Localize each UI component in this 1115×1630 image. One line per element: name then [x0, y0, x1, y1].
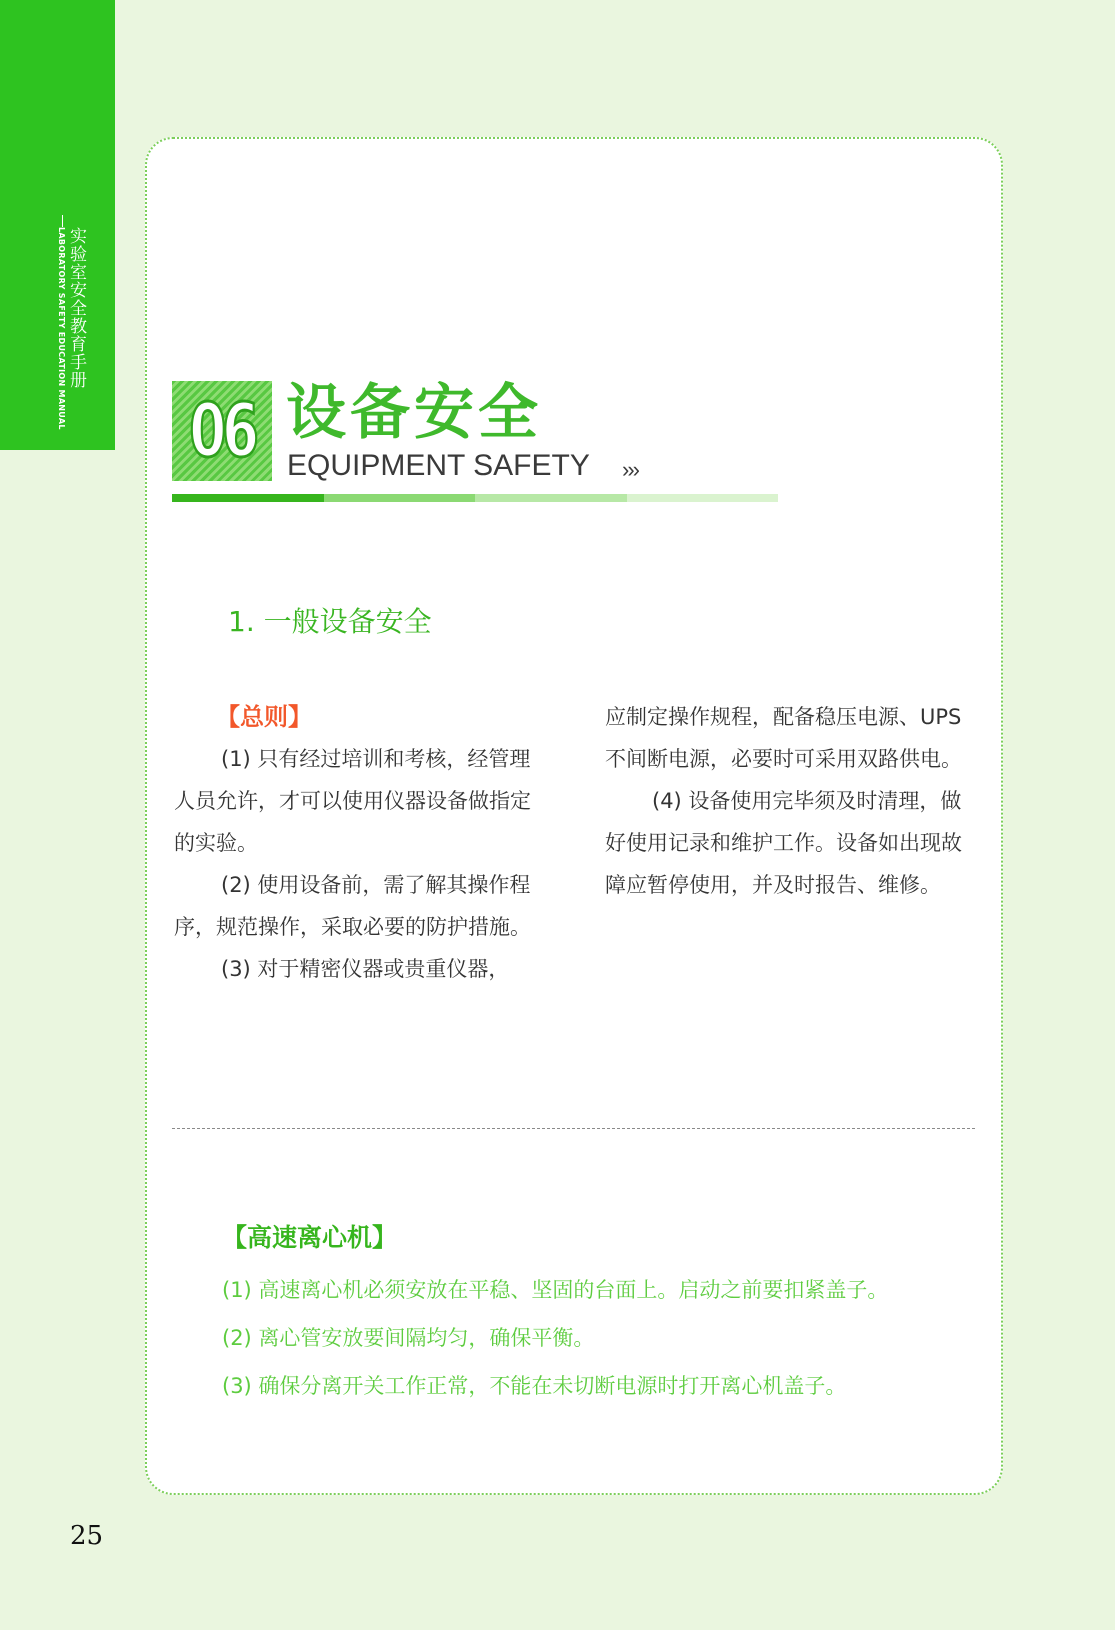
general-rule-paragraph: (4) 设备使用完毕须及时清理，做好使用记录和维护工作。设备如出现故障应暂停使用，并及时报告、维修。: [605, 789, 962, 897]
chevron-right-icon: ›››: [622, 457, 638, 482]
section-heading: 1. 一般设备安全: [228, 605, 432, 638]
manual-title-cn: 实验室安全教育手册: [66, 227, 86, 389]
general-rules-left-column: [174, 696, 548, 990]
title-bar-segment: [172, 494, 324, 502]
title-bar-segment: [475, 494, 627, 502]
title-bar-segment: [324, 494, 476, 502]
general-rule-paragraph: (1) 只有经过培训和考核，经管理人员允许，才可以使用仪器设备做指定的实验。: [174, 747, 531, 855]
centrifuge-heading: 【高速离心机】: [222, 1223, 398, 1252]
chapter-number-badge: [172, 381, 272, 481]
general-rule-paragraph: (3) 对于精密仪器或贵重仪器，: [221, 957, 510, 981]
centrifuge-item: (3) 确保分离开关工作正常，不能在未切断电源时打开离心机盖子。: [222, 1374, 847, 1398]
chapter-title: 设备安全: [286, 378, 542, 448]
manual-title: [56, 215, 100, 445]
dashed-divider: [172, 1128, 975, 1129]
title-bar-segment: [627, 494, 779, 502]
centrifuge-list: [222, 1266, 982, 1410]
general-rules-heading: 【总则】: [216, 702, 312, 731]
general-rule-paragraph: (2) 使用设备前，需了解其操作程序，规范操作，采取必要的防护措施。: [174, 873, 531, 939]
chapter-title-bar: [172, 494, 778, 502]
chapter-number: 06: [189, 388, 255, 474]
general-rule-paragraph: 应制定操作规程，配备稳压电源、UPS 不间断电源，必要时可采用双路供电。: [605, 705, 962, 771]
side-divider: [62, 215, 63, 227]
page-number: 25: [70, 1521, 104, 1551]
chapter-subtitle: EQUIPMENT SAFETY: [287, 449, 590, 482]
centrifuge-item: (1) 高速离心机必须安放在平稳、坚固的台面上。启动之前要扣紧盖子。: [222, 1278, 889, 1302]
general-rules-right-column: [605, 696, 982, 906]
centrifuge-item: (2) 离心管安放要间隔均匀，确保平衡。: [222, 1326, 595, 1350]
manual-title-en: LABORATORY SAFETY EDUCATION MANUAL: [57, 227, 66, 430]
